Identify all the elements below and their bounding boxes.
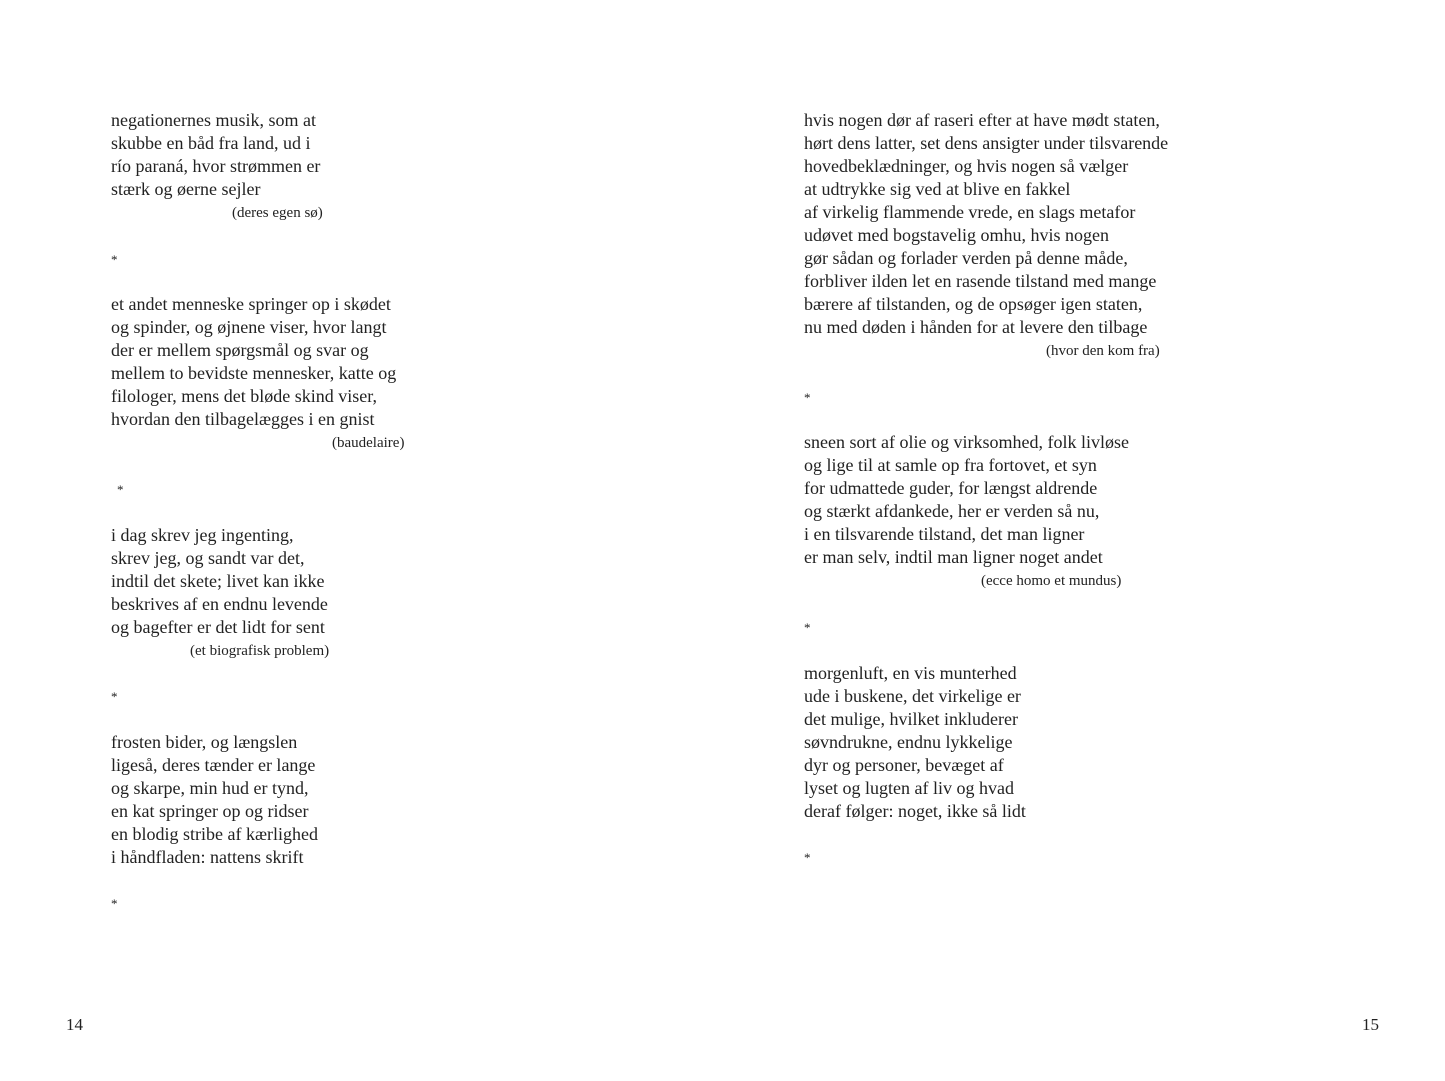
poem-line: stærk og øerne sejler bbox=[111, 179, 261, 199]
poem-line: i håndfladen: nattens skrift bbox=[111, 847, 304, 867]
section-separator: * bbox=[804, 390, 811, 405]
poem-line: hovedbeklædninger, og hvis nogen så vælger bbox=[804, 156, 1129, 176]
poem-attribution: (hvor den kom fra) bbox=[1046, 343, 1160, 359]
poem-attribution: (deres egen sø) bbox=[232, 205, 323, 221]
poem-line: søvndrukne, endnu lykkelige bbox=[804, 732, 1013, 752]
poem-line: lyset og lugten af liv og hvad bbox=[804, 778, 1014, 798]
poem-line: deraf følger: noget, ikke så lidt bbox=[804, 801, 1026, 821]
left-page bbox=[0, 0, 722, 1081]
poem-line: ligeså, deres tænder er lange bbox=[111, 755, 316, 775]
poem-line: og lige til at samle op fra fortovet, et syn bbox=[804, 455, 1097, 475]
poem-line: morgenluft, en vis munterhed bbox=[804, 663, 1017, 683]
poem-line: og stærkt afdankede, her er verden så nu, bbox=[804, 501, 1100, 521]
poem-line: skubbe en båd fra land, ud i bbox=[111, 133, 311, 153]
poem-line: for udmattede guder, for længst aldrende bbox=[804, 478, 1098, 498]
section-separator: * bbox=[804, 850, 811, 865]
poem-line: hørt dens latter, set dens ansigter under tilsvarende bbox=[804, 133, 1169, 153]
poem-line: sneen sort af olie og virksomhed, folk livløse bbox=[804, 432, 1129, 452]
poem-line: negationernes musik, som at bbox=[111, 110, 316, 130]
poem-attribution: (et biografisk problem) bbox=[190, 643, 330, 659]
section-separator: * bbox=[111, 896, 118, 911]
poem-line: udøvet med bogstavelig omhu, hvis nogen bbox=[804, 225, 1109, 245]
poem-attribution: (ecce homo et mundus) bbox=[981, 573, 1122, 589]
poem-line: frosten bider, og længslen bbox=[111, 732, 298, 752]
poem-line: det mulige, hvilket inkluderer bbox=[804, 709, 1018, 729]
poem-line: nu med døden i hånden for at levere den tilbage bbox=[804, 317, 1148, 337]
poem-line: gør sådan og forlader verden på denne måde, bbox=[804, 248, 1128, 268]
poem-line: forbliver ilden let en rasende tilstand med mange bbox=[804, 271, 1157, 291]
poem-attribution: (baudelaire) bbox=[332, 435, 405, 451]
page-number: 15 bbox=[1362, 1015, 1379, 1034]
page-number: 14 bbox=[66, 1015, 83, 1034]
section-separator: * bbox=[804, 620, 811, 635]
poem-line: skrev jeg, og sandt var det, bbox=[111, 548, 305, 568]
poem-line: og spinder, og øjnene viser, hvor langt bbox=[111, 317, 387, 337]
poem-line: beskrives af en endnu levende bbox=[111, 594, 328, 614]
section-separator: * bbox=[111, 252, 118, 267]
poem-line: filologer, mens det bløde skind viser, bbox=[111, 386, 378, 406]
section-separator: * bbox=[117, 482, 124, 497]
poem-line: der er mellem spørgsmål og svar og bbox=[111, 340, 369, 360]
poem-line: hvordan den tilbagelægges i en gnist bbox=[111, 409, 375, 429]
poem-line: dyr og personer, bevæget af bbox=[804, 755, 1004, 775]
poem-line: río paraná, hvor strømmen er bbox=[111, 156, 321, 176]
poem-line: i dag skrev jeg ingenting, bbox=[111, 525, 294, 545]
poem-line: en kat springer op og ridser bbox=[111, 801, 309, 821]
poem-line: og bagefter er det lidt for sent bbox=[111, 617, 325, 637]
poem-line: mellem to bevidste mennesker, katte og bbox=[111, 363, 397, 383]
right-page bbox=[722, 0, 1445, 1081]
poem-line: at udtrykke sig ved at blive en fakkel bbox=[804, 179, 1071, 199]
poem-line: ude i buskene, det virkelige er bbox=[804, 686, 1021, 706]
poem-line: indtil det skete; livet kan ikke bbox=[111, 571, 325, 591]
poem-line: er man selv, indtil man ligner noget andet bbox=[804, 547, 1103, 567]
poem-line: i en tilsvarende tilstand, det man ligner bbox=[804, 524, 1085, 544]
poem-line: hvis nogen dør af raseri efter at have mødt staten, bbox=[804, 110, 1160, 130]
section-separator: * bbox=[111, 689, 118, 704]
poem-line: af virkelig flammende vrede, en slags metafor bbox=[804, 202, 1136, 222]
poem-line: bærere af tilstanden, og de opsøger igen staten, bbox=[804, 294, 1143, 314]
poem-line: en blodig stribe af kærlighed bbox=[111, 824, 318, 844]
poem-line: et andet menneske springer op i skødet bbox=[111, 294, 391, 314]
poem-line: og skarpe, min hud er tynd, bbox=[111, 778, 309, 798]
